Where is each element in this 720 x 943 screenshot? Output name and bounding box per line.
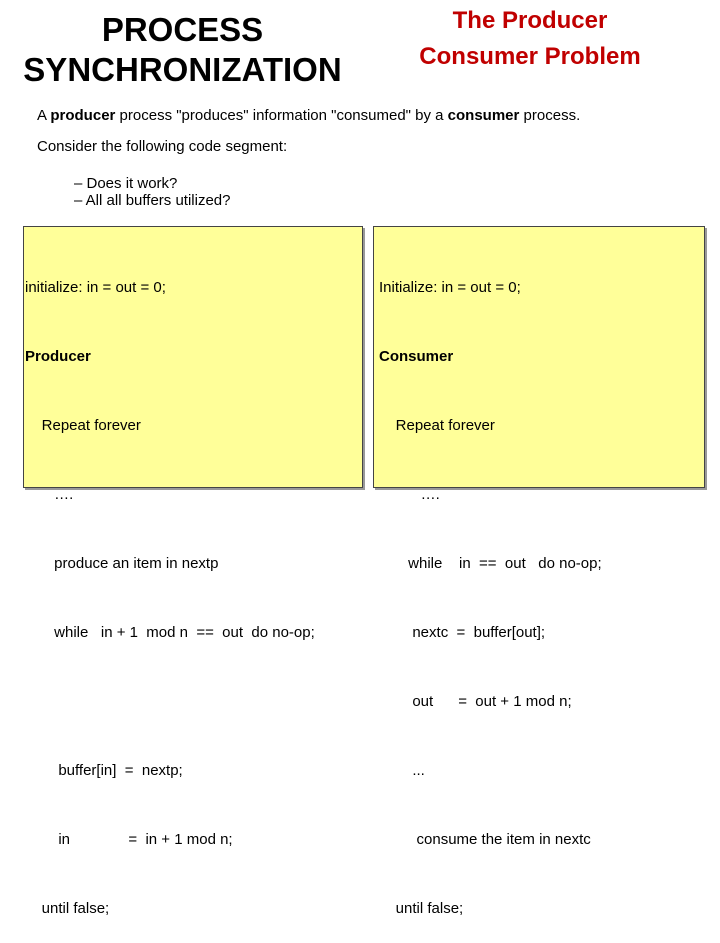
intro-consumer-word: consumer — [447, 107, 520, 124]
question-item: – All all buffers utilized? — [74, 192, 231, 209]
intro-part2: process "produces" information "consumed" by a — [115, 107, 448, 124]
code-line-heading — [25, 345, 315, 368]
code-line: produce an item in nextp — [25, 555, 219, 572]
producer-code — [25, 230, 315, 943]
slide-subtitle — [385, 3, 675, 75]
code-line: buffer[in] = nextp; — [25, 762, 183, 779]
code-line-heading — [379, 345, 602, 368]
intro-producer-word: producer — [50, 107, 116, 124]
intro-part1: A — [37, 107, 51, 124]
consumer-heading: Consumer — [379, 348, 454, 365]
intro-text — [37, 107, 580, 125]
slide-title-line2: SYNCHRONIZATION — [23, 51, 342, 88]
consumer-code — [379, 230, 602, 943]
slide-subtitle-line2: Consumer Problem — [419, 43, 641, 70]
code-line: out = out + 1 mod n; — [379, 693, 572, 710]
code-line: until false; — [379, 900, 464, 917]
code-line: Repeat forever — [25, 417, 141, 434]
code-line-blank — [25, 690, 315, 713]
code-line: nextc = buffer[out]; — [379, 624, 546, 641]
code-line: Repeat forever — [379, 417, 495, 434]
consider-text: Consider the following code segment: — [37, 138, 288, 155]
code-line: ... — [379, 762, 425, 779]
code-line: in = in + 1 mod n; — [25, 831, 233, 848]
code-line: while in + 1 mod n == out do no-op; — [25, 624, 315, 641]
producer-heading: Producer — [25, 348, 91, 365]
code-line: Initialize: in = out = 0; — [379, 279, 521, 296]
slide-subtitle-line1: The Producer — [452, 7, 608, 34]
slide-title-line1: PROCESS — [101, 11, 264, 48]
intro-part3: process. — [519, 107, 581, 124]
code-line: until false; — [25, 900, 110, 917]
code-line: while in == out do no-op; — [379, 555, 602, 572]
code-line: initialize: in = out = 0; — [25, 279, 166, 296]
question-item: – Does it work? — [74, 175, 178, 192]
code-line: consume the item in nextc — [379, 831, 591, 848]
slide-title — [0, 10, 365, 90]
code-line: …. — [379, 486, 440, 503]
code-line: …. — [25, 486, 74, 503]
